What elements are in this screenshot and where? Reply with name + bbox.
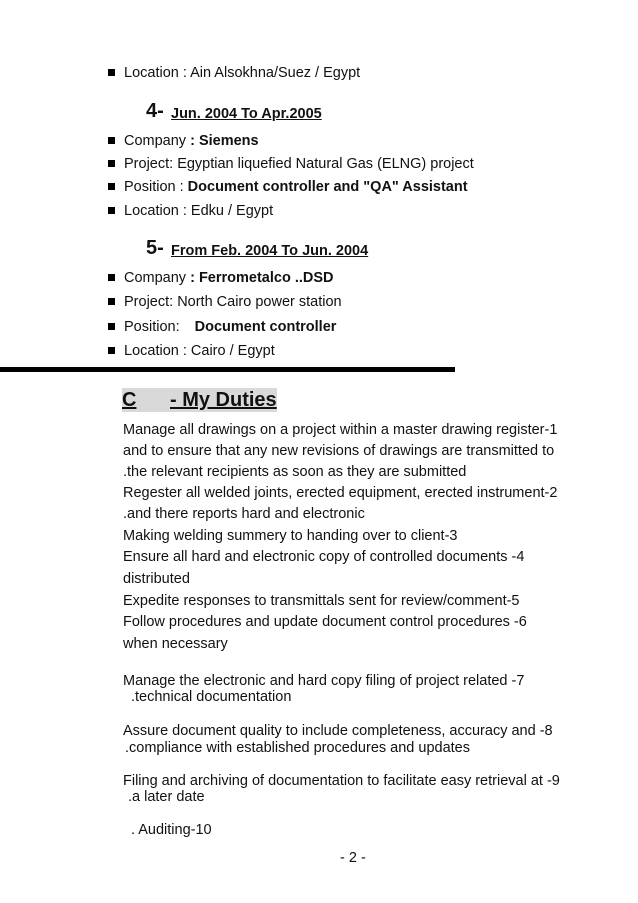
duty-line: Filing and archiving of documentation to facilitate easy retrieval at -9 xyxy=(123,773,560,789)
duty-line: Assure document quality to include completeness, accuracy and -8 xyxy=(123,723,553,739)
entry-dates: Jun. 2004 To Apr.2005 xyxy=(171,106,322,122)
bullet xyxy=(108,298,115,305)
position-line xyxy=(124,178,468,196)
bullet xyxy=(108,183,115,190)
project-label: Project: xyxy=(124,156,178,172)
duty-line: . Auditing-10 xyxy=(131,822,212,838)
duty-line: Making welding summery to handing over to client-3 xyxy=(123,528,458,544)
bullet xyxy=(108,69,115,76)
company-line xyxy=(124,269,334,287)
duty-line: Regester all welded joints, erected equipment, erected instrument-2 xyxy=(123,485,558,501)
location-label: Location : xyxy=(124,343,191,359)
duty-line: Manage all drawings on a project within a master drawing register-1 xyxy=(123,422,558,438)
section-heading: - My Duties xyxy=(170,389,277,411)
location-line xyxy=(124,64,360,82)
duty-line: distributed xyxy=(123,571,190,587)
project-line xyxy=(124,155,474,173)
location-value: Cairo / Egypt xyxy=(190,343,275,359)
location-label: Location : xyxy=(124,65,191,81)
location-value: Edku / Egypt xyxy=(190,203,274,219)
project-value: Egyptian liquefied Natural Gas (ELNG) project xyxy=(177,156,474,172)
duty-line: Expedite responses to transmittals sent for review/comment-5 xyxy=(123,593,520,609)
position-value: Document controller and "QA" Assistant xyxy=(187,179,468,195)
location-line xyxy=(124,202,273,220)
entry-number: 4- xyxy=(146,100,164,122)
duty-line: .a later date xyxy=(128,789,205,805)
duty-line: and to ensure that any new revisions of drawings are transmitted to xyxy=(123,443,555,459)
company-line xyxy=(124,132,259,150)
duty-line: .the relevant recipients as soon as they are submitted xyxy=(123,464,467,480)
company-value: : Siemens xyxy=(190,133,259,149)
project-line xyxy=(124,293,342,311)
section-title xyxy=(122,388,277,412)
company-label: Company xyxy=(124,133,191,149)
duty-line: Ensure all hard and electronic copy of controlled documents -4 xyxy=(123,549,525,565)
bullet xyxy=(108,274,115,281)
location-label: Location : xyxy=(124,203,191,219)
duty-line: Manage the electronic and hard copy filing of project related -7 xyxy=(123,673,525,689)
company-label: Company xyxy=(124,270,191,286)
duty-line: .and there reports hard and electronic xyxy=(123,506,365,522)
entry-dates: From Feb. 2004 To Jun. 2004 xyxy=(171,243,369,259)
bullet xyxy=(108,137,115,144)
bullet xyxy=(108,207,115,214)
section-letter: C xyxy=(122,389,137,411)
location-line xyxy=(124,342,275,360)
position-label: Position: xyxy=(124,319,180,335)
section-divider xyxy=(0,367,455,372)
duty-line: when necessary xyxy=(123,636,228,652)
position-line xyxy=(124,318,336,336)
project-value: North Cairo power station xyxy=(177,294,342,310)
location-value: Ain Alsokhna/Suez / Egypt xyxy=(190,65,361,81)
entry-number: 5- xyxy=(146,237,164,259)
duty-line: .technical documentation xyxy=(131,689,292,705)
duty-line: .compliance with established procedures and updates xyxy=(125,740,470,756)
company-value: : Ferrometalco ..DSD xyxy=(190,270,334,286)
position-label: Position : xyxy=(124,179,188,195)
project-label: Project: xyxy=(124,294,178,310)
position-value: Document controller xyxy=(194,319,337,335)
bullet xyxy=(108,347,115,354)
bullet xyxy=(108,323,115,330)
page-number: - 2 - xyxy=(340,850,366,866)
duty-line: Follow procedures and update document control procedures -6 xyxy=(123,614,527,630)
bullet xyxy=(108,160,115,167)
